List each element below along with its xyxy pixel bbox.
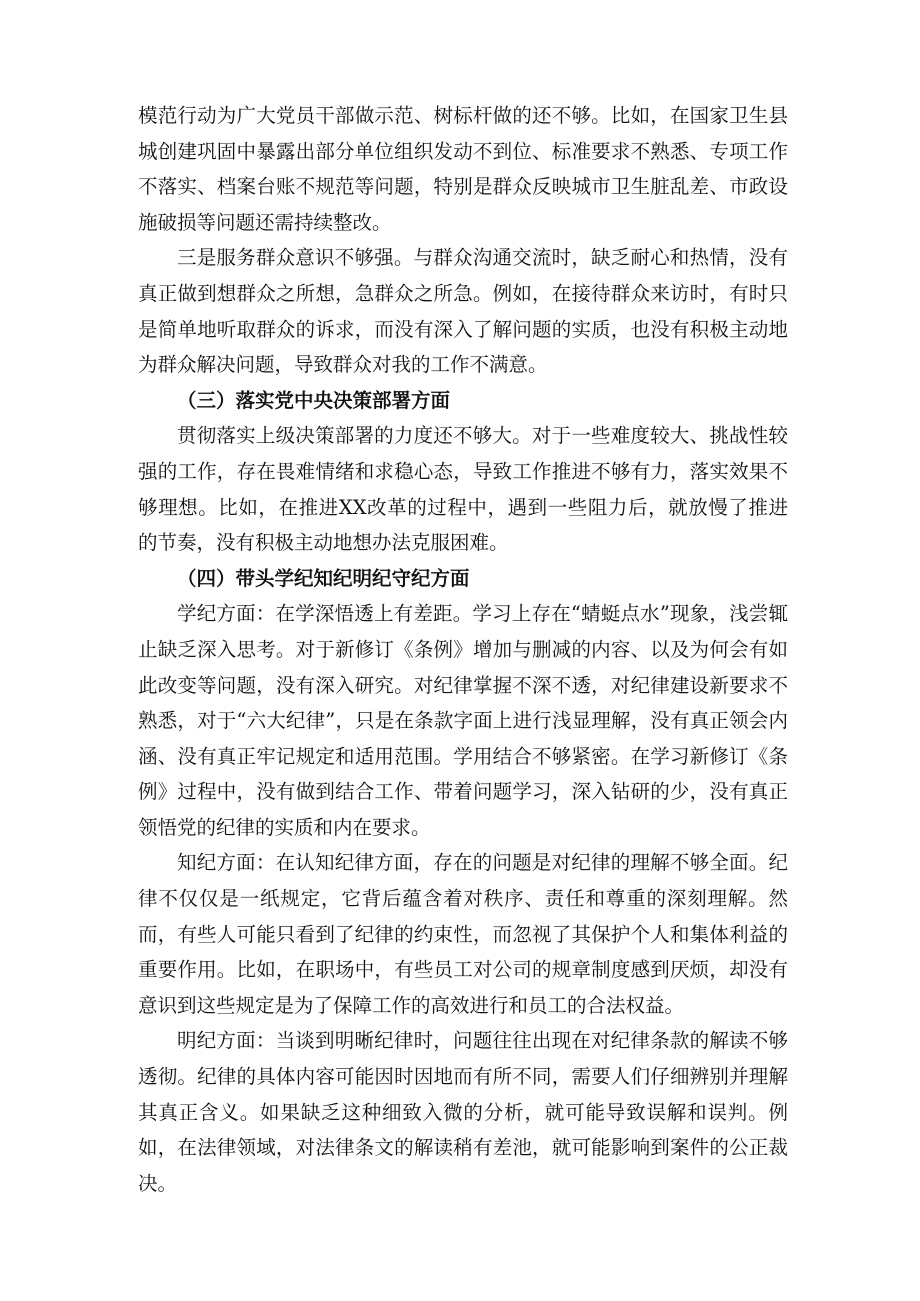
paragraph-knowing-discipline: 知纪方面：在认知纪律方面，存在的问题是对纪律的理解不够全面。纪律不仅仅是一纸规定，它背后蕴含着对秩序、责任和尊重的深刻理解。然而，有些人可能只看到了纪律的约束性，而忽视了其保护个人和集体利益的重要作用。比如，在职场中，有些员工对公司的规章制度感到厌烦，却没有意识到这些规定是为了保障工作的高效进行和员工的合法权益。 xyxy=(138,851,788,1017)
section-heading-3: （三）落实党中央决策部署方面 xyxy=(177,388,451,412)
paragraph-understanding-discipline: 明纪方面：当谈到明晰纪律时，问题往往出现在对纪律条款的解读不够透彻。纪律的具体内容可能因时因地而有所不同，需要人们仔细辨别并理解其真正含义。如果缺乏这种细致入微的分析，就可能导致误解和误判。例如，在法律领域，对法律条文的解读稍有差池，就可能影响到案件的公正裁决。 xyxy=(138,1029,788,1195)
paragraph-implementation: 贯彻落实上级决策部署的力度还不够大。对于一些难度较大、挑战性较强的工作，存在畏难情绪和求稳心态，导致工作推进不够有力，落实效果不够理想。比如，在推进XX改革的过程中，遇到一些阻力后，就放慢了推进的节奏，没有积极主动地想办法克服困难。 xyxy=(138,424,788,555)
paragraph-continued: 模范行动为广大党员干部做示范、树标杆做的还不够。比如，在国家卫生县城创建巩固中暴露出部分单位组织发动不到位、标准要求不熟悉、专项工作不落实、档案台账不规范等问题，特别是群众反映城市卫生脏乱差、市政设施破损等问题还需持续整改。 xyxy=(138,104,788,234)
document-body xyxy=(138,98,788,1201)
paragraph-service-awareness: 三是服务群众意识不够强。与群众沟通交流时，缺乏耐心和热情，没有真正做到想群众之所想，急群众之所急。例如，在接待群众来访时，有时只是简单地听取群众的诉求，而没有深入了解问题的实质，也没有积极主动地为群众解决问题，导致群众对我的工作不满意。 xyxy=(138,246,788,377)
section-heading-4: （四）带头学纪知纪明纪守纪方面 xyxy=(177,566,470,590)
paragraph-learning-discipline: 学纪方面：在学深悟透上有差距。学习上存在“蜻蜓点水”现象，浅尝辄止缺乏深入思考。对于新修订《条例》增加与删减的内容、以及为何会有如此改变等问题，没有深入研究。对纪律掌握不深不透，对纪律建设新要求不熟悉，对于“六大纪律”，只是在条款字面上进行浅显理解，没有真正领会内涵、没有真正牢记规定和适用范围。学用结合不够紧密。在学习新修订《条例》过程中，没有做到结合工作、带着问题学习，深入钻研的少，没有真正领悟党的纪律的实质和内在要求。 xyxy=(138,602,788,839)
